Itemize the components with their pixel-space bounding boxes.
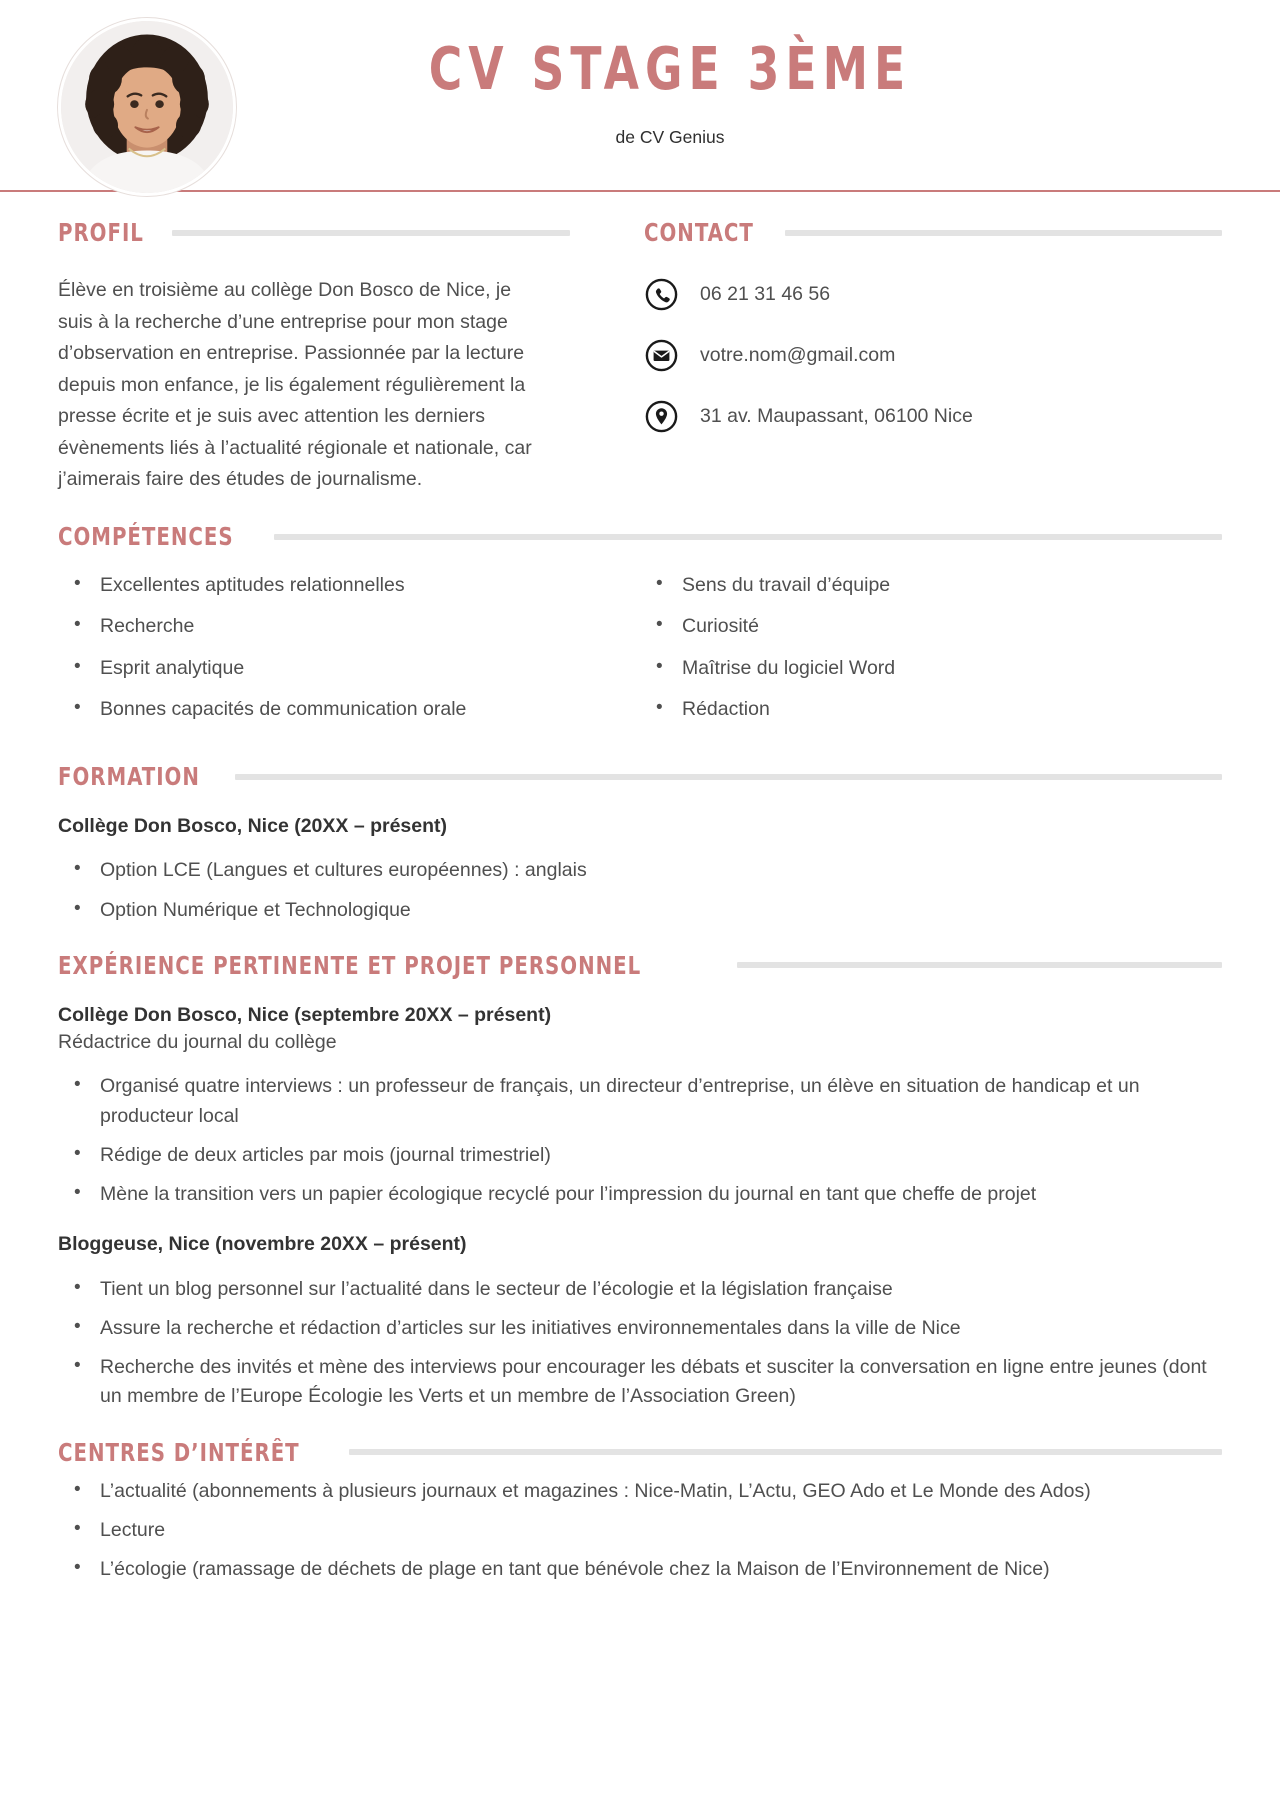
profile-column (58, 192, 570, 496)
portrait-photo-icon (61, 21, 233, 193)
education-entry (58, 813, 1222, 925)
contact-value-phone: 06 21 31 46 56 (700, 283, 831, 305)
contact-item-phone[interactable] (644, 277, 1222, 312)
section-rule (235, 774, 1222, 780)
section-title-formation: FORMATION (58, 762, 200, 792)
entry-bullets (58, 1072, 1222, 1209)
section-rule (274, 534, 1222, 540)
email-icon (644, 338, 679, 373)
entry-title: Bloggeuse, Nice (novembre 20XX – présent) (58, 1233, 467, 1256)
entry-subtitle: Rédactrice du journal du collège (58, 1031, 337, 1054)
list-item: • Tient un blog personnel sur l’actualité dans le secteur de l’écologie et la législation française (58, 1275, 1222, 1304)
list-item: • Mène la transition vers un papier écologique recyclé pour l’impression du journal en tant que cheffe de projet (58, 1180, 1222, 1209)
list-item: • Recherche (58, 612, 640, 641)
avatar (58, 18, 236, 196)
list-item: • L’actualité (abonnements à plusieurs journaux et magazines : Nice-Matin, L’Actu, GEO Ado et Le Monde des Ados) (58, 1477, 1222, 1506)
list-item: • Recherche des invités et mène des interviews pour encourager les débats et susciter la conversation en ligne entre jeunes (dont un membre de l’Europe Écologie les Verts et un membre de l’Association Green) (58, 1353, 1222, 1412)
section-rule (349, 1449, 1222, 1455)
section-header-contact (644, 218, 1222, 247)
skills-list-left (58, 571, 640, 724)
section-title-experience: EXPÉRIENCE PERTINENTE ET PROJET PERSONNEL (58, 950, 642, 980)
list-item: • Option Numérique et Technologique (58, 896, 1222, 925)
section-rule (737, 962, 1222, 968)
page-subtitle: de CV Genius (615, 126, 725, 147)
section-header-competences (58, 522, 1222, 551)
experience-entry (58, 1231, 1222, 1411)
section-title-interets: CENTRES D’INTÉRÊT (58, 1437, 300, 1467)
section-header-experience (58, 951, 1222, 980)
cv-header (0, 0, 1280, 192)
contact-item-address[interactable] (644, 399, 1222, 434)
skills-section (58, 522, 1222, 736)
cv-content (0, 192, 1280, 1584)
page-title: CV STAGE 3ÈME (428, 34, 912, 103)
entry-title: Collège Don Bosco, Nice (20XX – présent) (58, 815, 448, 838)
phone-icon (644, 277, 679, 312)
skills-grid (58, 571, 1222, 736)
contact-list (644, 277, 1222, 434)
interests-list (58, 1477, 1222, 1585)
list-item: • Maîtrise du logiciel Word (640, 654, 1222, 683)
list-item: • Sens du travail d’équipe (640, 571, 1222, 600)
contact-column (644, 192, 1222, 460)
experience-section (58, 951, 1222, 1412)
skills-list-right (640, 571, 1222, 724)
list-item: • Organisé quatre interviews : un professeur de français, un directeur d’entreprise, un élève en situation de handicap et un producteur local (58, 1072, 1222, 1131)
education-section (58, 762, 1222, 925)
section-title-profil: PROFIL (58, 218, 144, 247)
skills-column-right (640, 571, 1222, 736)
profile-contact-row (58, 192, 1222, 496)
list-item: • Esprit analytique (58, 654, 640, 683)
section-title-competences: COMPÉTENCES (58, 522, 234, 552)
section-title-contact: CONTACT (644, 218, 754, 247)
list-item: • Assure la recherche et rédaction d’articles sur les initiatives environnementales dans la ville de Nice (58, 1314, 1222, 1343)
list-item: • Rédaction (640, 695, 1222, 724)
interests-section (58, 1438, 1222, 1585)
list-item: • L’écologie (ramassage de déchets de plage en tant que bénévole chez la Maison de l’Environnement de Nice) (58, 1555, 1222, 1584)
list-item: • Lecture (58, 1516, 1222, 1545)
section-rule (785, 230, 1222, 236)
section-header-interets (58, 1438, 1222, 1467)
entry-title: Collège Don Bosco, Nice (septembre 20XX – présent) (58, 1003, 552, 1026)
section-header-formation (58, 762, 1222, 791)
profile-summary: Élève en troisième au collège Don Bosco de Nice, je suis à la recherche d’une entreprise pour mon stage d’observation en entreprise. Passionnée par la lecture depuis mon enfance, je lis également régulièrement la presse écrite et je suis avec attention les derniers évènements liés à l’actualité régionale et nationale, car j’aimerais faire des études de journalisme. (58, 279, 532, 491)
contact-value-address: 31 av. Maupassant, 06100 Nice (700, 405, 973, 427)
list-item: • Excellentes aptitudes relationnelles (58, 571, 640, 600)
list-item: • Bonnes capacités de communication orale (58, 695, 640, 724)
entry-bullets (58, 856, 1222, 925)
section-rule (172, 230, 570, 236)
contact-item-email[interactable] (644, 338, 1222, 373)
section-header-profil (58, 218, 570, 247)
entry-bullets (58, 1275, 1222, 1412)
location-icon (644, 399, 679, 434)
list-item: • Rédige de deux articles par mois (journal trimestriel) (58, 1141, 1222, 1170)
list-item: • Option LCE (Langues et cultures européennes) : anglais (58, 856, 1222, 885)
experience-entry (58, 1002, 1222, 1210)
contact-value-email: votre.nom@gmail.com (700, 344, 896, 366)
skills-column-left (58, 571, 640, 736)
list-item: • Curiosité (640, 612, 1222, 641)
